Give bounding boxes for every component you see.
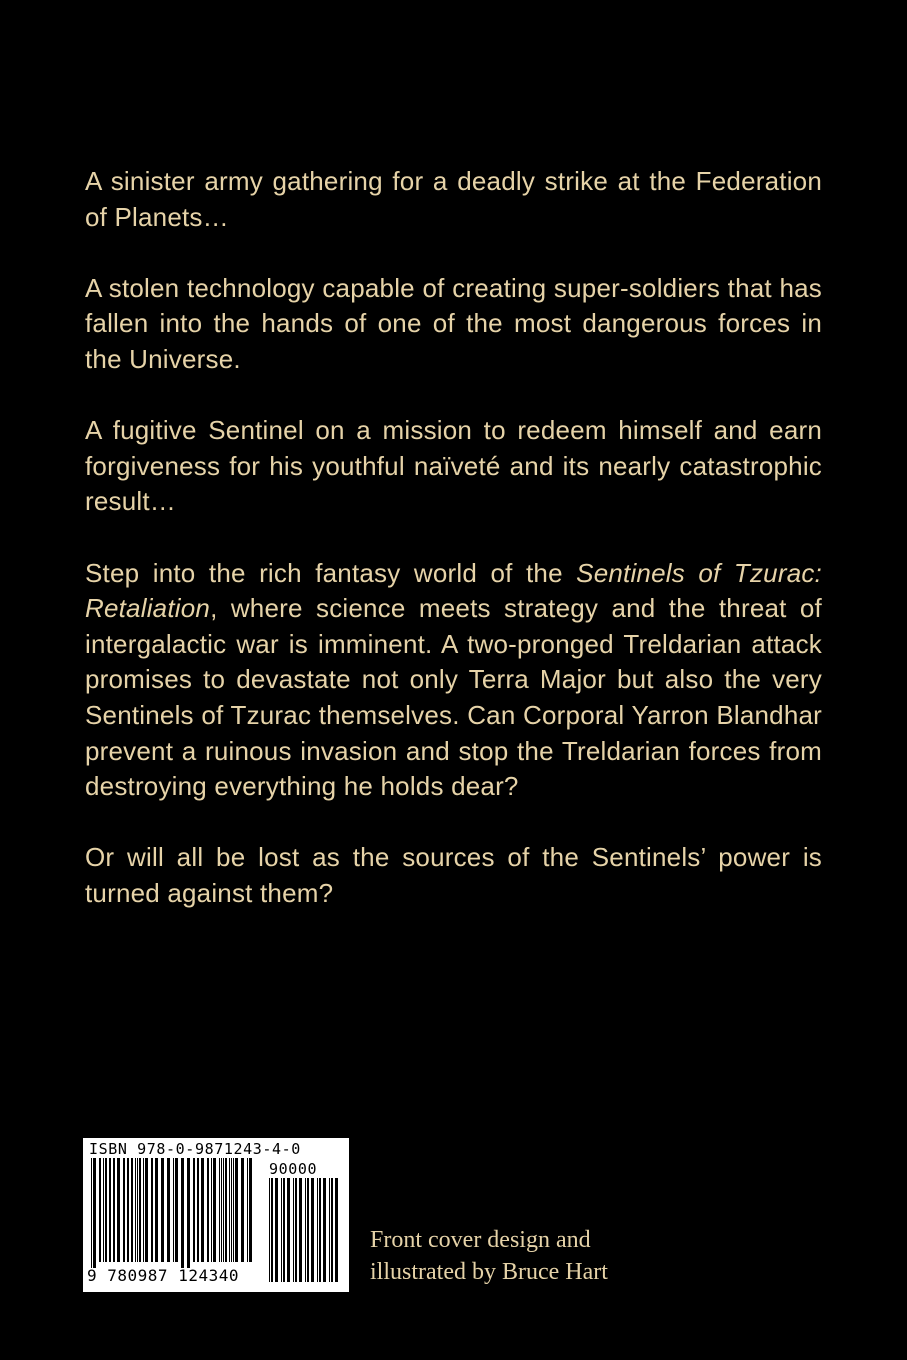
barcode-bar — [299, 1178, 302, 1282]
barcode-bar — [109, 1158, 111, 1262]
barcode-bar — [113, 1158, 115, 1262]
barcode-bar — [175, 1158, 178, 1262]
barcode-bar — [193, 1158, 195, 1262]
barcode-bar — [311, 1178, 314, 1282]
barcode-bar — [103, 1158, 104, 1262]
book-title: Sentinels of Tzurac: Retaliation — [85, 557, 822, 624]
blurb-text — [85, 164, 822, 947]
barcode-bar — [137, 1158, 138, 1262]
ean-digits: 9 780987 124340 — [87, 1266, 239, 1285]
barcode-bar — [307, 1178, 309, 1282]
barcode-bar — [135, 1158, 136, 1262]
barcode-bar — [145, 1158, 148, 1262]
barcode-bar — [229, 1158, 230, 1262]
barcode-bar — [131, 1158, 133, 1262]
blurb-paragraph-4 — [85, 556, 822, 805]
barcode-bar — [99, 1158, 101, 1262]
isbn-number: ISBN 978-0-9871243-4-0 — [89, 1140, 301, 1158]
barcode-bar — [173, 1158, 174, 1262]
barcode-bar — [127, 1158, 129, 1262]
barcode-bar — [233, 1158, 234, 1262]
barcode-bar — [105, 1158, 107, 1262]
barcode-bar — [271, 1178, 273, 1282]
credit-line-1: Front cover design and — [370, 1227, 591, 1253]
blurb-p4-body: , where science meets strategy and the threat of intergalactic war is imminent. A two-pronged Treldarian attack promises to devastate not only Terra Major but also the very Sentinels of Tzurac themselves. Can Corporal Yarron Blandhar prevent a ruinous invasion and stop the Treldarian forces from destroying everything he holds dear? — [85, 593, 822, 802]
barcode-bar — [247, 1158, 248, 1262]
blurb-p4-intro: Step into the rich fantasy world of the — [85, 557, 577, 588]
barcode-bar — [211, 1158, 212, 1262]
credit-line-2: illustrated by Bruce Hart — [370, 1259, 608, 1285]
barcode-bar — [329, 1178, 330, 1282]
barcode-bar — [225, 1158, 227, 1262]
barcode-bar — [275, 1178, 278, 1282]
barcode-bar — [293, 1178, 294, 1282]
barcode-bar — [197, 1158, 199, 1262]
barcode-bar — [287, 1178, 290, 1282]
barcode-bar — [319, 1178, 321, 1282]
cover-credit — [370, 1224, 608, 1288]
price-addon-code: 90000 — [269, 1160, 318, 1178]
barcode-bar — [281, 1178, 282, 1282]
barcode-bar — [283, 1178, 285, 1282]
barcode-bar — [139, 1158, 141, 1262]
barcode-bar — [151, 1158, 153, 1262]
barcode-bar — [317, 1178, 318, 1282]
blurb-paragraph-2: A stolen technology capable of creating super-soldiers that has fallen into the hands of one of the most dangerous forces in the Universe. — [85, 272, 822, 374]
barcode-bar — [181, 1158, 184, 1268]
blurb-paragraph-5: Or will all be lost as the sources of the Sentinels’ power is turned against them? — [85, 842, 822, 908]
isbn-barcode — [83, 1138, 349, 1292]
barcode-bar — [187, 1158, 190, 1268]
barcode-bar — [249, 1158, 252, 1262]
barcode-bar — [241, 1158, 244, 1262]
blurb-paragraph-1: A sinister army gathering for a deadly strike at the Federation of Planets… — [85, 166, 822, 232]
barcode-bar — [167, 1158, 170, 1262]
ean-barcode-bars — [89, 1158, 257, 1268]
barcode-bar — [91, 1158, 92, 1268]
barcode-bar — [161, 1158, 164, 1262]
barcode-bar — [305, 1178, 306, 1282]
barcode-bar — [93, 1158, 96, 1268]
barcode-bar — [269, 1178, 270, 1282]
blurb-paragraph-3: A fugitive Sentinel on a mission to redeem himself and earn forgiveness for his youthful naïveté and its nearly catastrophic result… — [85, 415, 822, 517]
barcode-bar — [295, 1178, 297, 1282]
barcode-bar — [323, 1178, 326, 1282]
barcode-bar — [155, 1158, 158, 1262]
barcode-bar — [331, 1178, 333, 1282]
barcode-bar — [335, 1178, 338, 1282]
barcode-bar — [219, 1158, 220, 1262]
barcode-bar — [221, 1158, 222, 1262]
barcode-bar — [213, 1158, 216, 1262]
barcode-bar — [231, 1158, 232, 1262]
barcode-bar — [143, 1158, 144, 1262]
barcode-bar — [207, 1158, 209, 1262]
barcode-bar — [223, 1158, 224, 1262]
barcode-bar — [117, 1158, 120, 1262]
barcode-bar — [201, 1158, 204, 1262]
barcode-bar — [123, 1158, 125, 1262]
barcode-bar — [235, 1158, 238, 1262]
addon-barcode-bars — [267, 1178, 343, 1288]
